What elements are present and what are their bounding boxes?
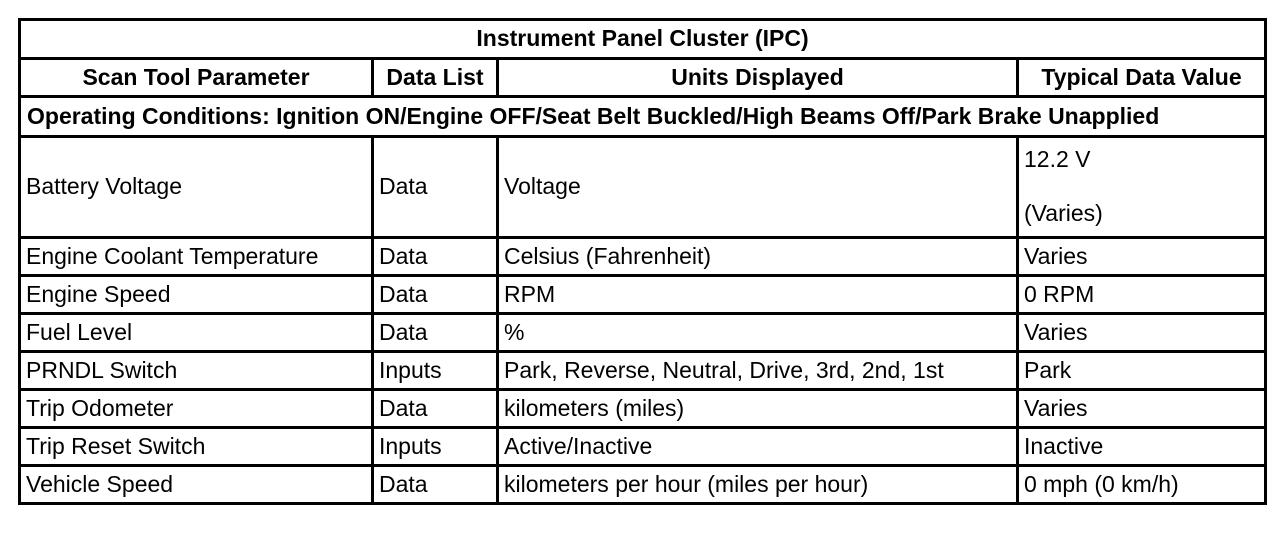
cell-value [1018, 137, 1266, 238]
cell-data-list: Data [373, 276, 498, 314]
cell-units: Celsius (Fahrenheit) [498, 238, 1018, 276]
cell-data-list: Data [373, 466, 498, 504]
cell-value: Inactive [1018, 428, 1266, 466]
table-row [20, 466, 1266, 504]
table-row [20, 428, 1266, 466]
table-row [20, 137, 1266, 238]
cell-data-list: Data [373, 314, 498, 352]
cell-parameter: Battery Voltage [20, 137, 373, 238]
cell-data-list: Data [373, 238, 498, 276]
cell-value: Park [1018, 352, 1266, 390]
header-typical-data-value: Typical Data Value [1018, 59, 1266, 97]
table-title-row [20, 20, 1266, 59]
table-header-row [20, 59, 1266, 97]
table-row [20, 314, 1266, 352]
operating-conditions-row [20, 97, 1266, 137]
cell-data-list: Data [373, 390, 498, 428]
cell-value: Varies [1018, 238, 1266, 276]
cell-units: kilometers (miles) [498, 390, 1018, 428]
cell-data-list: Inputs [373, 352, 498, 390]
header-units-displayed: Units Displayed [498, 59, 1018, 97]
cell-value: Varies [1018, 390, 1266, 428]
cell-value-main: 12.2 V [1024, 146, 1091, 172]
header-scan-tool-parameter: Scan Tool Parameter [20, 59, 373, 97]
cell-parameter: Trip Reset Switch [20, 428, 373, 466]
ipc-data-table-container [18, 18, 1267, 505]
table-row [20, 390, 1266, 428]
table-row [20, 276, 1266, 314]
header-data-list: Data List [373, 59, 498, 97]
cell-parameter: Trip Odometer [20, 390, 373, 428]
cell-parameter: PRNDL Switch [20, 352, 373, 390]
operating-conditions: Operating Conditions: Ignition ON/Engine OFF/Seat Belt Buckled/High Beams Off/Park Brake Unapplied [20, 97, 1266, 137]
cell-parameter: Fuel Level [20, 314, 373, 352]
table-row [20, 352, 1266, 390]
cell-parameter: Vehicle Speed [20, 466, 373, 504]
cell-units: % [498, 314, 1018, 352]
cell-parameter: Engine Coolant Temperature [20, 238, 373, 276]
cell-units: RPM [498, 276, 1018, 314]
cell-units: Park, Reverse, Neutral, Drive, 3rd, 2nd, 1st [498, 352, 1018, 390]
cell-value: 0 mph (0 km/h) [1018, 466, 1266, 504]
cell-value: Varies [1018, 314, 1266, 352]
cell-value-note: (Varies) [1024, 200, 1103, 227]
cell-parameter: Engine Speed [20, 276, 373, 314]
cell-units: kilometers per hour (miles per hour) [498, 466, 1018, 504]
ipc-data-table [18, 18, 1267, 505]
table-row [20, 238, 1266, 276]
cell-data-list: Data [373, 137, 498, 238]
cell-value-stack [1024, 146, 1259, 228]
cell-data-list: Inputs [373, 428, 498, 466]
cell-units: Active/Inactive [498, 428, 1018, 466]
cell-value: 0 RPM [1018, 276, 1266, 314]
table-title: Instrument Panel Cluster (IPC) [20, 20, 1266, 59]
cell-units: Voltage [498, 137, 1018, 238]
